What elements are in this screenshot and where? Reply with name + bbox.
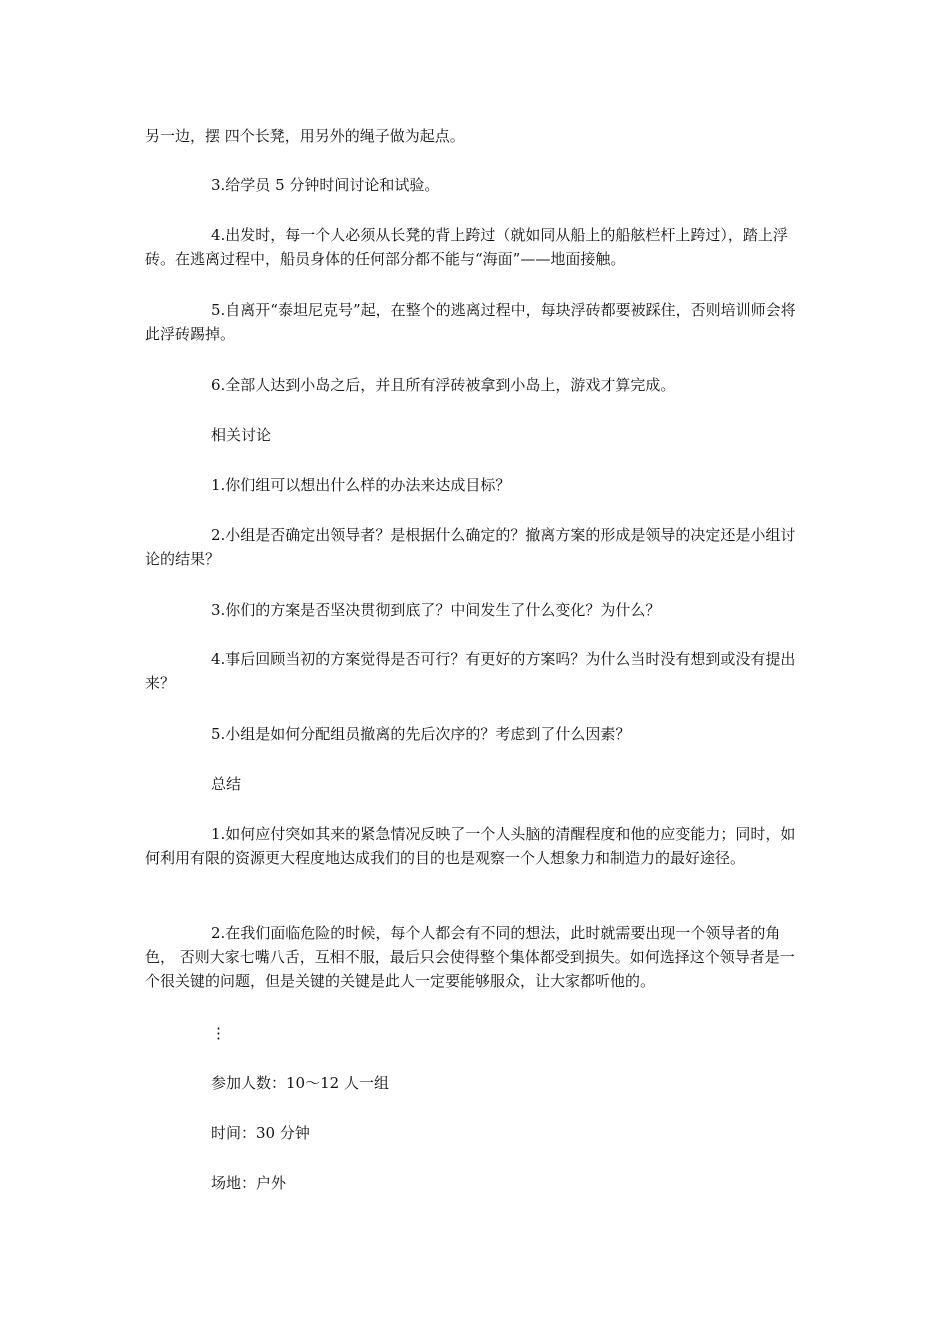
info-venue: 场地：户外	[211, 1174, 287, 1192]
paragraph-question-4: 4.事后回顾当初的方案觉得是否可行？有更好的方案吗？为什么当时没有想到或没有提出来？	[145, 650, 796, 692]
paragraph-summary-2: 2.在我们面临危险的时候，每个人都会有不同的想法，此时就需要出现一个领导者的角色， 否则大家七嘴八舌，互相不服，最后只会使得整个集体都受到损失。如何选择这个领导者是一个很关键的问题，但是关键的关键是此人一定要能够服众，让大家都听他的。	[145, 924, 795, 990]
ellipsis-vertical: ⋮	[211, 1024, 226, 1042]
paragraph-step-3: 3.给学员 5 分钟时间讨论和试验。	[211, 176, 440, 194]
info-participants: 参加人数：10～12 人一组	[211, 1074, 389, 1092]
paragraph-step-5: 5.自离开“泰坦尼克号”起，在整个的逃离过程中，每块浮砖都要被踩住，否则培训师会将此浮砖踢掉。	[145, 301, 796, 343]
paragraph-summary-1: 1.如何应付突如其来的紧急情况反映了一个人头脑的清醒程度和他的应变能力；同时，如何利用有限的资源更大程度地达成我们的目的也是观察一个人想象力和制造力的最好途径。	[145, 825, 796, 867]
paragraph-question-5: 5.小组是如何分配组员撤离的先后次序的？考虑到了什么因素？	[211, 725, 631, 743]
paragraph-setup-benches: 另一边，摆 四个长凳，用另外的绳子做为起点。	[145, 127, 465, 145]
heading-discussion: 相关讨论	[211, 426, 272, 444]
paragraph-step-6: 6.全部人达到小岛之后，并且所有浮砖被拿到小岛上，游戏才算完成。	[211, 376, 676, 394]
paragraph-question-2: 2.小组是否确定出领导者？是根据什么确定的？撤离方案的形成是领导的决定还是小组讨论的结果？	[145, 526, 796, 568]
info-time: 时间：30 分钟	[211, 1124, 310, 1142]
heading-summary: 总结	[211, 775, 242, 793]
paragraph-question-1: 1.你们组可以想出什么样的办法来达成目标？	[211, 476, 511, 494]
paragraph-step-4: 4.出发时，每一个人必须从长凳的背上跨过（就如同从船上的船舷栏杆上跨过），踏上浮砖。在逃离过程中，船员身体的任何部分都不能与“海面”——地面接触。	[145, 226, 788, 268]
paragraph-question-3: 3.你们的方案是否坚决贯彻到底了？中间发生了什么变化？为什么？	[211, 601, 661, 619]
